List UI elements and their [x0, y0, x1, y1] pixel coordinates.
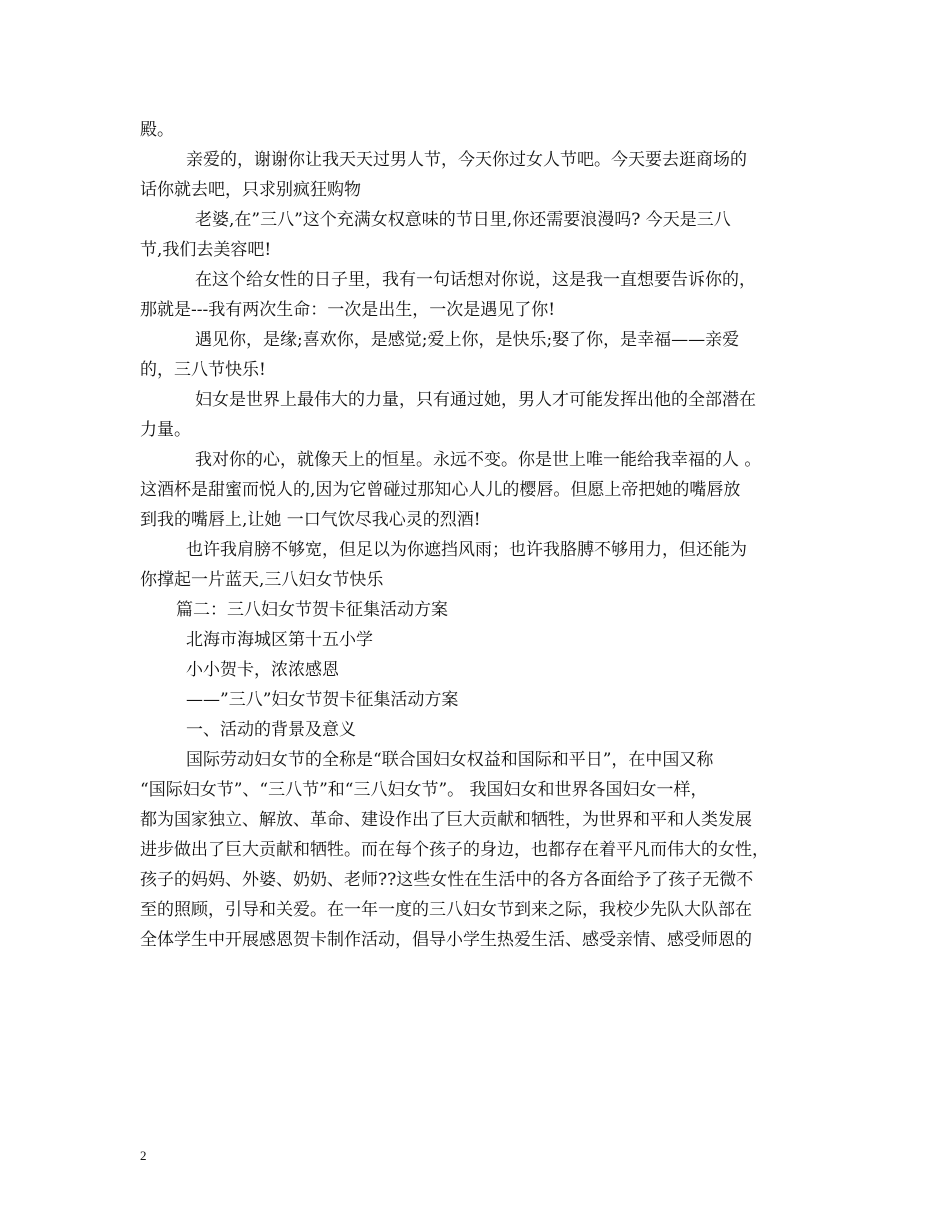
text-line: 这酒杯是甜蜜而悦人的,因为它曾碰过那知心人儿的樱唇。但愿上帝把她的嘴唇放 — [140, 480, 741, 500]
text-line: 话你就去吧，只求别疯狂购物 — [140, 180, 361, 200]
text-line: 国际劳动妇女节的全称是“联合国妇女权益和国际和平日”，在中国又称 — [186, 750, 714, 770]
text-line: 进步做出了巨大贡献和牺牲。而在每个孩子的身边，也都存在着平凡而伟大的女性， — [140, 840, 769, 860]
document-body — [140, 115, 830, 955]
text-line: 的，三八节快乐! — [140, 360, 266, 380]
text-line: 在这个给女性的日子里，我有一句话想对你说，这是我一直想要告诉你的， — [195, 270, 756, 290]
text-line: 殿。 — [140, 120, 174, 140]
section-heading: 篇二：三八妇女节贺卡征集活动方案 — [176, 600, 448, 620]
text-line: 全体学生中开展感恩贺卡制作活动，倡导小学生热爱生活、感受亲情、感受师恩的 — [140, 930, 752, 950]
text-line: 你撑起一片蓝天,三八妇女节快乐 — [140, 570, 384, 590]
text-line: 老婆,在”三八”这个充满女权意味的节日里,你还需要浪漫吗? 今天是三八 — [195, 210, 731, 230]
text-line: ——”三八”妇女节贺卡征集活动方案 — [186, 690, 459, 710]
text-line: “国际妇女节”、“三八节”和“三八妇女节”。 我国妇女和世界各国妇女一样， — [140, 780, 708, 800]
text-line: 北海市海城区第十五小学 — [186, 630, 373, 650]
text-line: 也许我肩膀不够宽，但足以为你遮挡风雨；也许我胳膊不够用力，但还能为 — [186, 540, 747, 560]
text-line: 至的照顾，引导和关爱。在一年一度的三八妇女节到来之际，我校少先队大队部在 — [140, 900, 752, 920]
text-line: 遇见你，是缘;喜欢你，是感觉;爱上你，是快乐;娶了你，是幸福——亲爱 — [195, 330, 740, 350]
text-line: 亲爱的，谢谢你让我天天过男人节，今天你过女人节吧。今天要去逛商场的 — [186, 150, 747, 170]
page-number: 2 — [140, 1148, 147, 1163]
text-line: 到我的嘴唇上,让她 一口气饮尽我心灵的烈酒! — [140, 510, 481, 530]
text-line: 都为国家独立、解放、革命、建设作出了巨大贡献和牺牲，为世界和平和人类发展 — [140, 810, 752, 830]
text-line: 孩子的妈妈、外婆、奶奶、老师??这些女性在生活中的各方各面给予了孩子无微不 — [140, 870, 754, 890]
text-line: 妇女是世界上最伟大的力量，只有通过她，男人才可能发挥出他的全部潜在 — [195, 390, 756, 410]
text-line: 我对你的心，就像天上的恒星。永远不变。你是世上唯一能给我幸福的人 。 — [195, 450, 762, 470]
subsection-heading: 一、活动的背景及意义 — [186, 720, 356, 740]
text-line: 那就是---我有两次生命：一次是出生，一次是遇见了你! — [140, 300, 556, 320]
text-line: 小小贺卡，浓浓感恩 — [186, 660, 339, 680]
text-line: 力量。 — [140, 420, 191, 440]
text-line: 节,我们去美容吧! — [140, 240, 272, 260]
